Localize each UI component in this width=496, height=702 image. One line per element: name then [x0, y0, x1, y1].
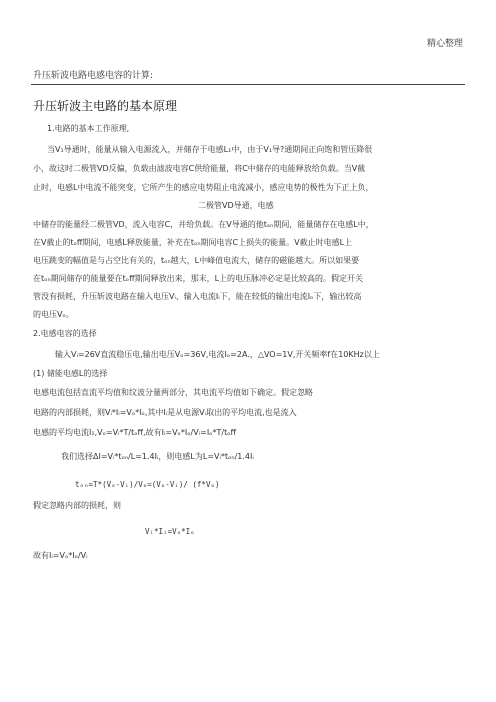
header-divider — [31, 84, 465, 85]
paragraph-line: 假定忽略内部的损耗，则 — [33, 501, 121, 510]
formula-line: tₒₙ=T*(Vₒ-Vᵢ)/Vₒ=(Vₒ-Vᵢ)/ (f*Vₒ) — [75, 480, 220, 489]
document-subtitle: 升压斩波电路电感电容的计算: — [33, 71, 154, 81]
section-title: 升压斩波主电路的基本原理 — [33, 99, 178, 113]
paragraph-line: 在tₒₙ期间储存的能量要在tₒff期间释放出来，那末，L上的电压脉冲必定是比较高的。假定开关 — [33, 274, 364, 283]
paragraph-line: 电感电流包括直流平均值和纹波分量两部分，其电流平均值如下确定。假定忽略 — [33, 388, 313, 397]
paragraph-line: 小，故这时二极管VD反偏，负载由滤波电容C供给能量，将C中储存的电能释放给负载。当V截 — [33, 164, 366, 173]
paragraph-line: (1) 储能电感L的选择 — [33, 369, 108, 378]
formula-line: 故有Iᵢ=Vₒ*Iₒ/Vᵢ — [33, 551, 88, 560]
paragraph-line: 的电压Vₒ。 — [33, 310, 74, 319]
section-1-heading: 1.电路的基本工作原理, — [47, 124, 130, 133]
paragraph-line: 在V截止的tₒff期间，电感L释放能量，补充在tₒₙ期间电容C上损失的能量。V截止时电感L上 — [33, 238, 353, 247]
formula-line: 电感的平均电流I₁,Vₒ=Vᵢ*T/tₒff,故有Iᵢ=Vₒ*Iₒ/Vᵢ=Iₒ*T/tₒff — [33, 428, 237, 437]
section-2-heading: 2.电感电容的选择 — [33, 329, 97, 338]
paragraph-line: 输入Vᵢ=26V直流稳压电,输出电压Vₒ=36V,电流Iₒ=2A.，△VO=1V,开关频率f在10KHz以上 — [55, 350, 380, 359]
paragraph-line: 中储存的能量经二极管VD，流入电容C，并给负载。在V导通的他tₒₙ期间，能量储存在电感L中， — [33, 220, 374, 229]
paragraph-line: 电压跳变的幅值是与占空比有关的，tₒₙ越大，L中峰值电流大，储存的磁能越大。所以如果要 — [33, 256, 360, 265]
formula-line: 我们选择ΔI=Vᵢ*tₒₙ/L=1.4Iᵢ，则电感L为L=Vᵢ*tₒₙ/1.4Iᵢ — [61, 452, 254, 461]
paragraph-line: 当V₁导通时，能量从输入电源流入，并储存于电感L₁中，由于V₁导?通期间正向饱和管压降很 — [47, 145, 373, 154]
formula-line: Vᵢ*Iᵢ=Vₒ*Iₒ — [145, 527, 195, 536]
paragraph-line: 电路的内部损耗，则Vᵢ*Iᵢ=Vₒ*Iₒ,其中Iᵢ是从电源Vᵢ取出的平均电流,也是流入 — [33, 408, 297, 417]
paragraph-line: 二极管VD导通，电感 — [198, 201, 274, 210]
header-tag: 精心整理 — [426, 39, 463, 49]
paragraph-line: 管没有损耗，升压斩波电路在输入电压Vᵢ、输入电流Iᵢ下，能在较低的输出电流Iₒ下，输出较高 — [33, 292, 362, 301]
paragraph-line: 止时，电感L中电流不能突变，它所产生的感应电势阻止电流减小，感应电势的极性为下正上负， — [33, 183, 374, 192]
